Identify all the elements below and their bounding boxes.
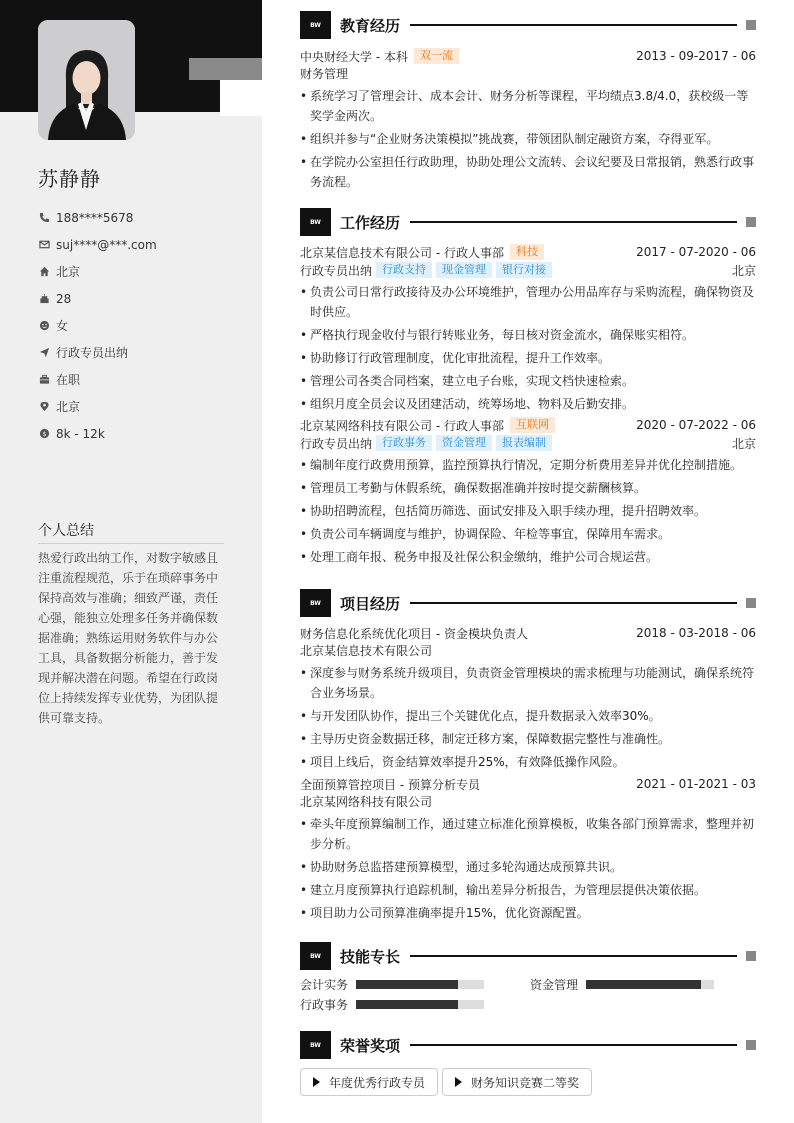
- skill-name: 会计实务: [300, 977, 349, 992]
- list-item: • 协助招聘流程，包括简历筛选、面试安排及入职手续办理，提升招聘效率。: [300, 501, 756, 521]
- award-text: 年度优秀行政专员: [329, 1075, 426, 1090]
- list-item: • 主导历史资金数据迁移，制定迁移方案，保障数据完整性与准确性。: [300, 729, 756, 749]
- project-name: 全面预算管控项目 - 预算分析专员: [300, 777, 480, 792]
- project-name: 财务信息化系统优化项目 - 资金模块负责人: [300, 626, 528, 641]
- list-item: • 组织月度全员会议及团建活动，统筹场地、物料及后勤安排。: [300, 394, 756, 414]
- list-item: • 管理员工考勤与休假系统，确保数据准确并按时提交薪酬核算。: [300, 478, 756, 498]
- project-row: [300, 775, 756, 793]
- section-title: 项目经历: [340, 594, 401, 613]
- play-triangle-icon: [455, 1077, 462, 1087]
- projects-section: [300, 588, 756, 923]
- decor-gray-block: [189, 58, 262, 80]
- job-date: 2020 - 07-2022 - 06: [636, 418, 756, 432]
- job-text: 行政专员出纳: [56, 346, 129, 360]
- project-company: 北京某网络科技有限公司: [300, 795, 433, 809]
- section-divider: [410, 1044, 737, 1046]
- education-major: 财务管理: [300, 67, 349, 81]
- education-row: [300, 47, 756, 65]
- skill-bar-fill: [356, 1000, 458, 1009]
- industry-tag: 互联网: [510, 417, 555, 433]
- section-header: [300, 588, 756, 618]
- age-text: 28: [56, 291, 72, 306]
- skill-bar-fill: [356, 980, 458, 989]
- decor-white-block: [220, 80, 262, 116]
- section-end-square: [746, 598, 756, 608]
- list-item: • 管理公司各类合同档案，建立电子台账，实现文档快速检索。: [300, 371, 756, 391]
- education-date: 2013 - 09-2017 - 06: [636, 49, 756, 63]
- skill-bar-fill: [586, 980, 701, 989]
- avatar: [38, 20, 135, 140]
- section-divider: [410, 602, 737, 604]
- phone-icon: [38, 212, 50, 224]
- skills-grid: [300, 977, 756, 1011]
- list-item: • 与开发团队协作，提出三个关键优化点，提升数据录入效率30%。: [300, 706, 756, 726]
- section-title: 工作经历: [340, 213, 401, 232]
- project-company: 北京某信息技术有限公司: [300, 644, 433, 658]
- section-end-square: [746, 217, 756, 227]
- project-date: 2018 - 03-2018 - 06: [636, 626, 756, 640]
- info-phone: [38, 204, 248, 231]
- info-location: [38, 393, 248, 420]
- section-title: 荣誉奖项: [340, 1036, 401, 1055]
- svg-text:$: $: [41, 429, 47, 438]
- award-chip: [442, 1068, 592, 1096]
- section-badge: BW: [300, 942, 331, 970]
- skill-bar: [586, 980, 714, 989]
- section-end-square: [746, 1040, 756, 1050]
- play-triangle-icon: [313, 1077, 320, 1087]
- mail-icon: [38, 239, 50, 251]
- job-date: 2017 - 07-2020 - 06: [636, 245, 756, 259]
- list-item: • 建立月度预算执行追踪机制，输出差异分析报告，为管理层提供决策依据。: [300, 880, 756, 900]
- info-salary: [38, 420, 248, 447]
- list-item: • 深度参与财务系统升级项目，负责资金管理模块的需求梳理与功能测试，确保系统符合业务场景。: [300, 663, 756, 703]
- info-home: [38, 258, 248, 285]
- job-role-row: [300, 434, 756, 452]
- info-age: [38, 285, 248, 312]
- section-title: 技能专长: [340, 947, 401, 966]
- info-gender: [38, 312, 248, 339]
- school-tag: 双一流: [414, 48, 459, 64]
- list-item: • 项目上线后，资金结算效率提升25%，有效降低操作风险。: [300, 752, 756, 772]
- info-job: [38, 339, 248, 366]
- awards-section: [300, 1030, 756, 1096]
- project-date: 2021 - 01-2021 - 03: [636, 777, 756, 791]
- section-badge: BW: [300, 11, 331, 39]
- send-icon: [38, 347, 50, 359]
- skill-tag: 银行对接: [496, 262, 552, 278]
- phone-text: 188****5678: [56, 210, 134, 225]
- list-item: • 处理工商年报、税务申报及社保公积金缴纳，维护公司合规运营。: [300, 547, 756, 567]
- cake-icon: [38, 293, 50, 305]
- list-item: • 负责公司车辆调度与维护，协调保险、年检等事宜，保障用车需求。: [300, 524, 756, 544]
- section-header: [300, 941, 756, 971]
- section-badge: BW: [300, 589, 331, 617]
- skill-item: [300, 997, 530, 1011]
- gender-text: 女: [56, 319, 69, 333]
- skill-item: [300, 977, 530, 991]
- section-divider: [410, 221, 737, 223]
- skill-tag: 资金管理: [436, 435, 492, 451]
- list-item: • 牵头年度预算编制工作，通过建立标准化预算模板，收集各部门预算需求，整理并初步分析。: [300, 814, 756, 854]
- skill-name: 行政事务: [300, 997, 349, 1012]
- briefcase-icon: [38, 374, 50, 386]
- education-section: [300, 10, 756, 192]
- summary-text: 热爱行政出纳工作，对数字敏感且注重流程规范，乐于在琐碎事务中保持高效与准确；细致严谨，责任心强，能独立处理多任务并确保数据准确；熟练运用财务软件与办公工具，具备数据分析能力，善于发现并解决潜在问题。希望在行政岗位上持续发挥专业优势，为团队提供可靠支持。: [38, 551, 219, 725]
- section-badge: BW: [300, 1031, 331, 1059]
- list-item: • 协助修订行政管理制度，优化审批流程，提升工作效率。: [300, 348, 756, 368]
- job-company: 北京某信息技术有限公司 - 行政人事部: [300, 245, 504, 260]
- skills-section: [300, 941, 756, 1011]
- school-name: 中央财经大学 - 本科: [300, 49, 408, 64]
- salary-icon: [38, 428, 50, 440]
- contact-info-list: [38, 204, 248, 447]
- skill-tag: 报表编制: [496, 435, 552, 451]
- skill-name: 资金管理: [530, 977, 579, 992]
- skill-bar: [356, 980, 484, 989]
- section-header: [300, 207, 756, 237]
- location-icon: [38, 401, 50, 413]
- list-item: • 协助财务总监搭建预算模型，通过多轮沟通达成预算共识。: [300, 857, 756, 877]
- project-row: [300, 624, 756, 642]
- list-item: • 严格执行现金收付与银行转账业务，每日核对资金流水，确保账实相符。: [300, 325, 756, 345]
- job-row: [300, 416, 756, 434]
- list-item: • 在学院办公室担任行政助理，协助处理公文流转、会议纪要及日常报销，熟悉行政事务流程。: [300, 152, 756, 192]
- job-row: [300, 243, 756, 261]
- job-role: 行政专员出纳: [300, 436, 373, 451]
- award-chip: [300, 1068, 438, 1096]
- location-text: 北京: [56, 400, 81, 414]
- skill-bar: [356, 1000, 484, 1009]
- list-item: • 项目助力公司预算准确率提升15%，优化资源配置。: [300, 903, 756, 923]
- home-text: 北京: [56, 265, 81, 279]
- status-text: 在职: [56, 373, 81, 387]
- candidate-name: 苏静静: [38, 167, 101, 191]
- sidebar: [0, 0, 262, 1123]
- email-text: suj****@***.com: [56, 237, 157, 252]
- skill-tag: 行政支持: [376, 262, 432, 278]
- list-item: • 组织并参与“企业财务决策模拟”挑战赛，带领团队制定融资方案，夺得亚军。: [300, 129, 756, 149]
- list-item: • 负责公司日常行政接待及办公环境维护，管理办公用品库存与采购流程，确保物资及时供应。: [300, 282, 756, 322]
- summary-title: 个人总结: [38, 520, 224, 544]
- work-section: [300, 207, 756, 567]
- section-title: 教育经历: [340, 16, 401, 35]
- award-text: 财务知识竞赛二等奖: [471, 1075, 580, 1090]
- list-item: • 系统学习了管理会计、成本会计、财务分析等课程，平均绩点3.8/4.0，获校级一等奖学金两次。: [300, 86, 756, 126]
- info-email: [38, 231, 248, 258]
- job-role: 行政专员出纳: [300, 263, 373, 278]
- section-end-square: [746, 951, 756, 961]
- skill-tag: 现金管理: [436, 262, 492, 278]
- gender-icon: [38, 320, 50, 332]
- skill-tag: 行政事务: [376, 435, 432, 451]
- section-header: [300, 10, 756, 40]
- job-city: 北京: [731, 436, 756, 451]
- list-item: • 编制年度行政费用预算，监控预算执行情况，定期分析费用差异并优化控制措施。: [300, 455, 756, 475]
- job-role-row: [300, 261, 756, 279]
- skill-item: [530, 977, 756, 991]
- home-icon: [38, 266, 50, 278]
- section-end-square: [746, 20, 756, 30]
- industry-tag: 科技: [510, 244, 544, 260]
- info-status: [38, 366, 248, 393]
- section-badge: BW: [300, 208, 331, 236]
- section-header: [300, 1030, 756, 1060]
- salary-text: 8k - 12k: [56, 426, 105, 441]
- job-company: 北京某网络科技有限公司 - 行政人事部: [300, 418, 504, 433]
- awards-list: [300, 1068, 756, 1096]
- section-divider: [410, 955, 737, 957]
- job-city: 北京: [731, 263, 756, 278]
- section-divider: [410, 24, 737, 26]
